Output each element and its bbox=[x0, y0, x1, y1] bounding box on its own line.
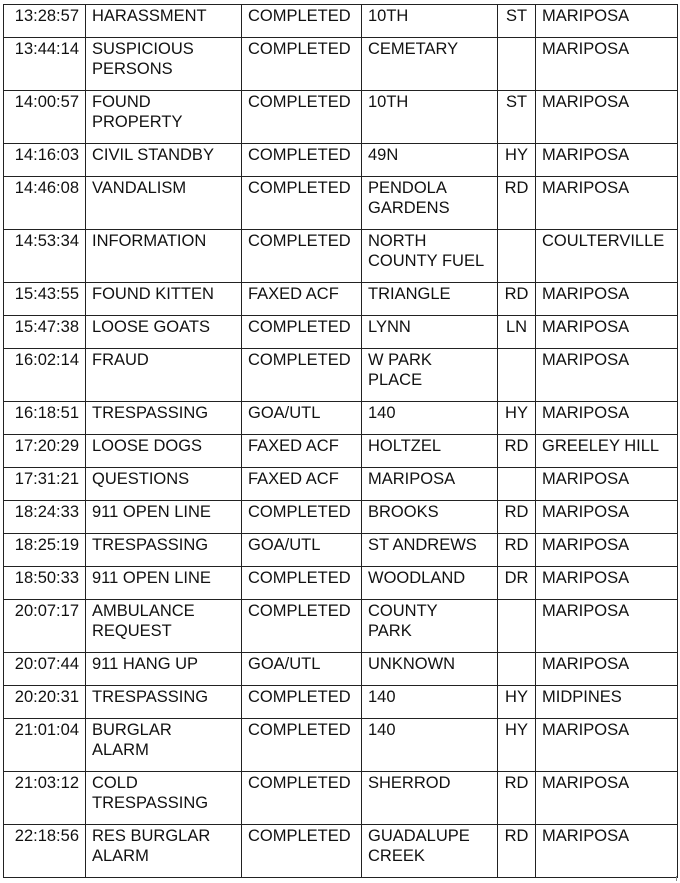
call-status-cell: COMPLETED bbox=[242, 719, 362, 772]
table-row bbox=[4, 91, 678, 144]
call-type-cell: 911 OPEN LINE bbox=[86, 501, 242, 534]
call-time-cell: 18:50:33 bbox=[4, 567, 86, 600]
call-time-cell: 20:07:17 bbox=[4, 600, 86, 653]
city-cell: MARIPOSA bbox=[536, 5, 678, 38]
call-status-cell: COMPLETED bbox=[242, 38, 362, 91]
call-type-cell: LOOSE DOGS bbox=[86, 435, 242, 468]
table-row bbox=[4, 501, 678, 534]
call-type-cell: FOUND KITTEN bbox=[86, 283, 242, 316]
call-status-cell: COMPLETED bbox=[242, 144, 362, 177]
city-cell: MARIPOSA bbox=[536, 316, 678, 349]
call-status-cell: COMPLETED bbox=[242, 91, 362, 144]
street-cell: 49N bbox=[362, 144, 498, 177]
street-cell: 140 bbox=[362, 719, 498, 772]
call-time-cell: 16:02:14 bbox=[4, 349, 86, 402]
table-row bbox=[4, 5, 678, 38]
call-type-cell: 911 OPEN LINE bbox=[86, 567, 242, 600]
city-cell: MARIPOSA bbox=[536, 501, 678, 534]
table-row bbox=[4, 230, 678, 283]
call-time-cell: 15:47:38 bbox=[4, 316, 86, 349]
call-status-cell: COMPLETED bbox=[242, 230, 362, 283]
call-status-cell: FAXED ACF bbox=[242, 435, 362, 468]
table-row bbox=[4, 177, 678, 230]
street-suffix-cell: DR bbox=[498, 567, 536, 600]
call-status-cell: COMPLETED bbox=[242, 772, 362, 825]
call-time-cell: 14:16:03 bbox=[4, 144, 86, 177]
call-time-cell: 13:44:14 bbox=[4, 38, 86, 91]
call-log-table bbox=[3, 4, 678, 878]
table-row bbox=[4, 567, 678, 600]
call-status-cell: COMPLETED bbox=[242, 177, 362, 230]
call-type-cell: INFORMATION bbox=[86, 230, 242, 283]
street-suffix-cell bbox=[498, 653, 536, 686]
city-cell: MARIPOSA bbox=[536, 719, 678, 772]
city-cell: MARIPOSA bbox=[536, 402, 678, 435]
street-suffix-cell: HY bbox=[498, 402, 536, 435]
city-cell: MARIPOSA bbox=[536, 283, 678, 316]
call-type-cell: TRESPASSING bbox=[86, 402, 242, 435]
street-suffix-cell: RD bbox=[498, 435, 536, 468]
call-type-cell: LOOSE GOATS bbox=[86, 316, 242, 349]
call-time-cell: 17:31:21 bbox=[4, 468, 86, 501]
street-cell: COUNTY PARK bbox=[362, 600, 498, 653]
street-suffix-cell: ST bbox=[498, 5, 536, 38]
call-time-cell: 13:28:57 bbox=[4, 5, 86, 38]
street-suffix-cell: RD bbox=[498, 772, 536, 825]
street-cell: 10TH bbox=[362, 91, 498, 144]
call-type-cell: AMBULANCE REQUEST bbox=[86, 600, 242, 653]
call-time-cell: 18:25:19 bbox=[4, 534, 86, 567]
call-type-cell: CIVIL STANDBY bbox=[86, 144, 242, 177]
call-time-cell: 18:24:33 bbox=[4, 501, 86, 534]
call-type-cell: TRESPASSING bbox=[86, 534, 242, 567]
street-cell: 140 bbox=[362, 402, 498, 435]
table-row bbox=[4, 316, 678, 349]
city-cell: MARIPOSA bbox=[536, 38, 678, 91]
table-row bbox=[4, 825, 678, 878]
street-cell: PENDOLA GARDENS bbox=[362, 177, 498, 230]
call-status-cell: GOA/UTL bbox=[242, 653, 362, 686]
street-cell: 10TH bbox=[362, 5, 498, 38]
call-status-cell: COMPLETED bbox=[242, 825, 362, 878]
call-log-body bbox=[4, 5, 678, 878]
street-suffix-cell bbox=[498, 468, 536, 501]
street-suffix-cell: RD bbox=[498, 501, 536, 534]
street-cell: HOLTZEL bbox=[362, 435, 498, 468]
city-cell: GREELEY HILL bbox=[536, 435, 678, 468]
city-cell: MARIPOSA bbox=[536, 91, 678, 144]
city-cell: MARIPOSA bbox=[536, 600, 678, 653]
table-row bbox=[4, 534, 678, 567]
call-status-cell: GOA/UTL bbox=[242, 534, 362, 567]
call-time-cell: 16:18:51 bbox=[4, 402, 86, 435]
city-cell: MARIPOSA bbox=[536, 468, 678, 501]
call-status-cell: COMPLETED bbox=[242, 567, 362, 600]
city-cell: MARIPOSA bbox=[536, 772, 678, 825]
call-status-cell: GOA/UTL bbox=[242, 402, 362, 435]
call-time-cell: 21:01:04 bbox=[4, 719, 86, 772]
call-status-cell: COMPLETED bbox=[242, 316, 362, 349]
table-row bbox=[4, 283, 678, 316]
page-corner-mark bbox=[676, 876, 677, 881]
street-suffix-cell: LN bbox=[498, 316, 536, 349]
call-type-cell: FRAUD bbox=[86, 349, 242, 402]
call-status-cell: COMPLETED bbox=[242, 501, 362, 534]
call-type-cell: 911 HANG UP bbox=[86, 653, 242, 686]
table-row bbox=[4, 468, 678, 501]
call-time-cell: 21:03:12 bbox=[4, 772, 86, 825]
table-row bbox=[4, 772, 678, 825]
city-cell: MARIPOSA bbox=[536, 349, 678, 402]
call-status-cell: COMPLETED bbox=[242, 349, 362, 402]
table-row bbox=[4, 435, 678, 468]
table-row bbox=[4, 719, 678, 772]
city-cell: MIDPINES bbox=[536, 686, 678, 719]
call-time-cell: 20:07:44 bbox=[4, 653, 86, 686]
city-cell: MARIPOSA bbox=[536, 144, 678, 177]
call-type-cell: COLD TRESPASSING bbox=[86, 772, 242, 825]
call-time-cell: 20:20:31 bbox=[4, 686, 86, 719]
call-type-cell: FOUND PROPERTY bbox=[86, 91, 242, 144]
street-suffix-cell: RD bbox=[498, 283, 536, 316]
call-type-cell: TRESPASSING bbox=[86, 686, 242, 719]
call-type-cell: RES BURGLAR ALARM bbox=[86, 825, 242, 878]
table-row bbox=[4, 402, 678, 435]
street-cell: ST ANDREWS bbox=[362, 534, 498, 567]
city-cell: MARIPOSA bbox=[536, 567, 678, 600]
street-cell: NORTH COUNTY FUEL bbox=[362, 230, 498, 283]
street-cell: UNKNOWN bbox=[362, 653, 498, 686]
street-suffix-cell: HY bbox=[498, 719, 536, 772]
call-type-cell: QUESTIONS bbox=[86, 468, 242, 501]
street-cell: LYNN bbox=[362, 316, 498, 349]
street-cell: GUADALUPE CREEK bbox=[362, 825, 498, 878]
street-suffix-cell: HY bbox=[498, 686, 536, 719]
call-status-cell: FAXED ACF bbox=[242, 283, 362, 316]
table-row bbox=[4, 686, 678, 719]
call-type-cell: SUSPICIOUS PERSONS bbox=[86, 38, 242, 91]
street-cell: CEMETARY bbox=[362, 38, 498, 91]
street-cell: TRIANGLE bbox=[362, 283, 498, 316]
table-row bbox=[4, 600, 678, 653]
street-suffix-cell: RD bbox=[498, 825, 536, 878]
table-row bbox=[4, 349, 678, 402]
street-suffix-cell bbox=[498, 349, 536, 402]
street-cell: SHERROD bbox=[362, 772, 498, 825]
call-time-cell: 22:18:56 bbox=[4, 825, 86, 878]
call-status-cell: COMPLETED bbox=[242, 686, 362, 719]
street-cell: W PARK PLACE bbox=[362, 349, 498, 402]
call-type-cell: HARASSMENT bbox=[86, 5, 242, 38]
street-cell: 140 bbox=[362, 686, 498, 719]
call-time-cell: 15:43:55 bbox=[4, 283, 86, 316]
city-cell: MARIPOSA bbox=[536, 534, 678, 567]
street-cell: MARIPOSA bbox=[362, 468, 498, 501]
call-time-cell: 17:20:29 bbox=[4, 435, 86, 468]
call-status-cell: FAXED ACF bbox=[242, 468, 362, 501]
street-suffix-cell: RD bbox=[498, 534, 536, 567]
street-suffix-cell bbox=[498, 38, 536, 91]
call-time-cell: 14:00:57 bbox=[4, 91, 86, 144]
table-row bbox=[4, 144, 678, 177]
city-cell: MARIPOSA bbox=[536, 177, 678, 230]
street-suffix-cell bbox=[498, 600, 536, 653]
street-cell: BROOKS bbox=[362, 501, 498, 534]
call-time-cell: 14:53:34 bbox=[4, 230, 86, 283]
street-suffix-cell: RD bbox=[498, 177, 536, 230]
table-row bbox=[4, 38, 678, 91]
street-cell: WOODLAND bbox=[362, 567, 498, 600]
city-cell: MARIPOSA bbox=[536, 825, 678, 878]
city-cell: MARIPOSA bbox=[536, 653, 678, 686]
call-type-cell: BURGLAR ALARM bbox=[86, 719, 242, 772]
call-status-cell: COMPLETED bbox=[242, 600, 362, 653]
call-time-cell: 14:46:08 bbox=[4, 177, 86, 230]
call-status-cell: COMPLETED bbox=[242, 5, 362, 38]
street-suffix-cell bbox=[498, 230, 536, 283]
call-type-cell: VANDALISM bbox=[86, 177, 242, 230]
street-suffix-cell: HY bbox=[498, 144, 536, 177]
table-row bbox=[4, 653, 678, 686]
street-suffix-cell: ST bbox=[498, 91, 536, 144]
city-cell: COULTERVILLE bbox=[536, 230, 678, 283]
